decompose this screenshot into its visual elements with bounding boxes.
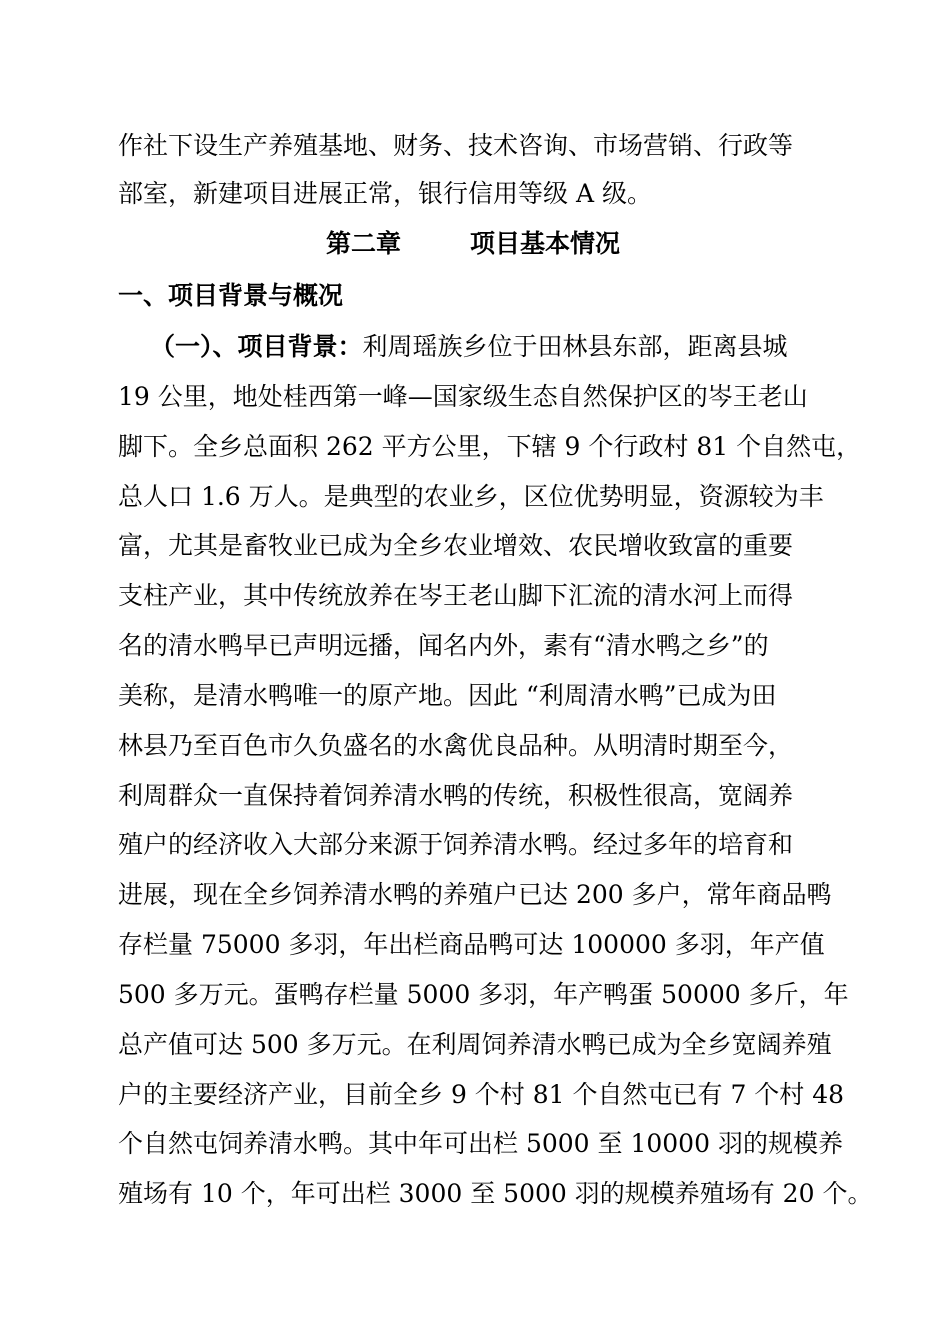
body-line: 支柱产业，其中传统放养在岑王老山脚下汇流的清水河上而得: [118, 581, 794, 610]
intro-line-1: 作社下设生产养殖基地、财务、技术咨询、市场营销、行政等: [118, 131, 794, 160]
body-line: 名的清水鸭早已声明远播，闻名内外，素有“清水鸭之乡”的: [118, 631, 769, 660]
body-line: 户的主要经济产业，目前全乡 9 个村 81 个自然屯已有 7 个村 48: [118, 1080, 845, 1109]
body-line: 进展，现在全乡饲养清水鸭的养殖户已达 200 多户，常年商品鸭: [118, 880, 832, 909]
body-line: 美称，是清水鸭唯一的原产地。因此 “利周清水鸭”已成为田: [118, 681, 777, 710]
body-line: 殖户的经济收入大部分来源于饲养清水鸭。经过多年的培育和: [118, 830, 794, 859]
body-line: 总人口 1.6 万人。是典型的农业乡，区位优势明显，资源较为丰: [118, 482, 824, 511]
body-line: 500 多万元。蛋鸭存栏量 5000 多羽，年产鸭蛋 50000 多斤，年: [118, 980, 849, 1009]
body-line: 19 公里，地处桂西第一峰—国家级生态自然保护区的岑王老山: [118, 382, 808, 411]
body-line: 存栏量 75000 多羽，年出栏商品鸭可达 100000 多羽，年产值: [118, 930, 825, 959]
chapter-title: 项目基本情况: [470, 229, 621, 258]
section-heading: 一、项目背景与概况: [118, 281, 344, 310]
intro-line-2: 部室，新建项目进展正常，银行信用等级 A 级。: [118, 179, 652, 208]
chapter-number: 第二章: [326, 229, 402, 258]
body-line: 殖场有 10 个，年可出栏 3000 至 5000 羽的规模养殖场有 20 个。: [118, 1179, 873, 1208]
body-line: 利周群众一直保持着饲养清水鸭的传统，积极性很高，宽阔养: [118, 781, 794, 810]
body-line: 利周瑶族乡位于田林县东部，距离县城: [362, 332, 788, 361]
paragraph-first-line: [150, 331, 788, 363]
body-line: 林县乃至百色市久负盛名的水禽优良品种。从明清时期至今，: [118, 731, 794, 760]
subsection-label: （一）、项目背景：: [150, 332, 363, 361]
body-line: 个自然屯饲养清水鸭。其中年可出栏 5000 至 10000 羽的规模养: [118, 1129, 843, 1158]
body-line: 富，尤其是畜牧业已成为全乡农业增效、农民增收致富的重要: [118, 531, 794, 560]
body-line: 总产值可达 500 多万元。在利周饲养清水鸭已成为全乡宽阔养殖: [118, 1030, 832, 1059]
body-line: 脚下。全乡总面积 262 平方公里，下辖 9 个行政村 81 个自然屯，: [118, 432, 862, 461]
